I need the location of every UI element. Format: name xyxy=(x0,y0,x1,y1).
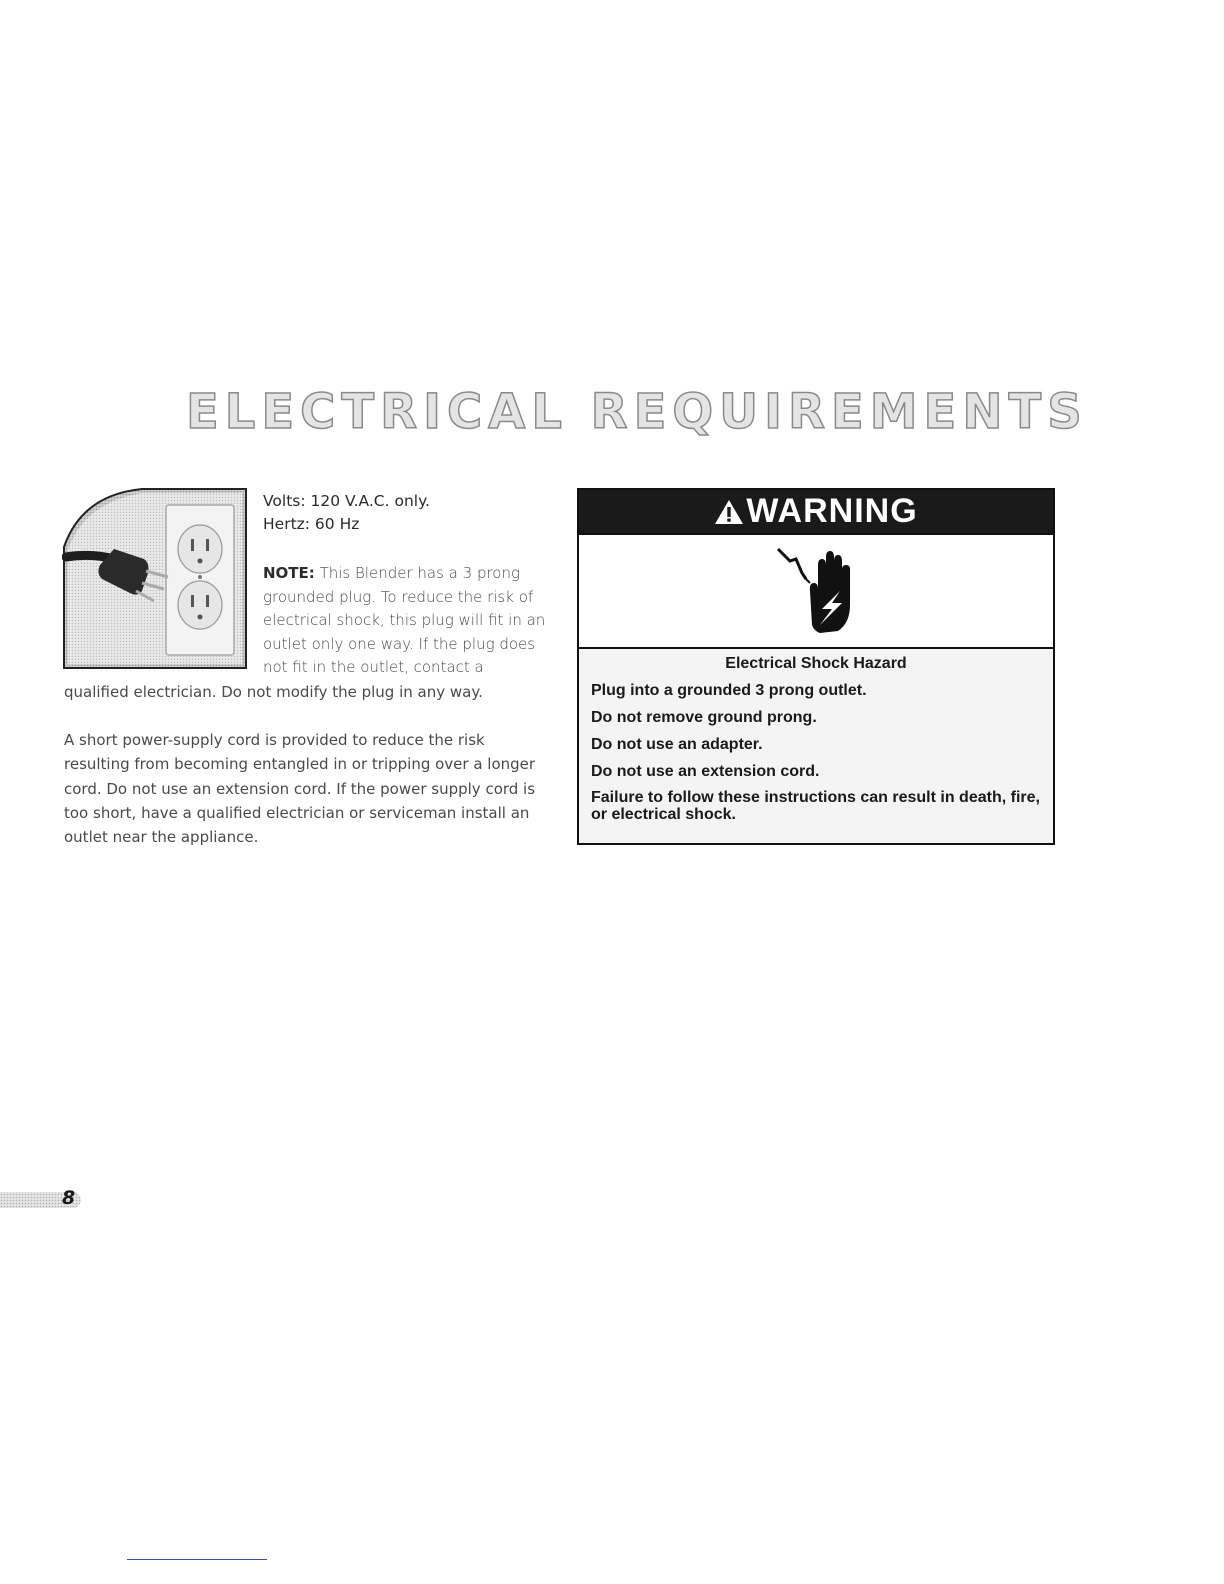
footer-rule xyxy=(127,1559,267,1560)
note-paragraph xyxy=(263,562,553,680)
warning-line: Plug into a grounded 3 prong outlet. xyxy=(591,682,867,699)
note-continued: qualified electrician. Do not modify the plug in any way. xyxy=(64,683,483,701)
page-number: 8 xyxy=(62,1187,76,1209)
cord-paragraph: A short power-supply cord is provided to reduce the risk resulting from becoming entangled in or tripping over a longer cord. Do not use an extension cord. If the power supply cord is too short, have a qualified electrician or serviceman install an outlet near the appliance. xyxy=(64,731,536,847)
note-text: This Blender has a 3 prong grounded plug. To reduce the risk of electrical shock, this plug will fit in an outlet only one way. If the plug does not fit in the outlet, contact a xyxy=(263,564,546,677)
warning-line: Do not use an adapter. xyxy=(591,736,763,753)
page-title: ELECTRICAL REQUIREMENTS xyxy=(186,384,1088,440)
note-label: NOTE: xyxy=(263,564,315,582)
shock-icon-area xyxy=(579,535,1053,649)
volts-spec: Volts: 120 V.A.C. only. xyxy=(263,492,430,510)
plug-outlet-photo xyxy=(62,487,248,670)
warning-line: Do not remove ground prong. xyxy=(591,709,817,726)
warning-box xyxy=(577,488,1055,845)
warning-line: Do not use an extension cord. xyxy=(591,763,820,780)
warning-consequence: Failure to follow these instructions can result in death, fire, or electrical shock. xyxy=(591,789,1040,823)
warning-header xyxy=(579,490,1053,535)
electric-shock-hand-icon xyxy=(776,543,856,640)
hazard-title: Electrical Shock Hazard xyxy=(725,655,907,672)
hertz-spec: Hertz: 60 Hz xyxy=(263,515,360,533)
warning-header-text: WARNING xyxy=(746,492,918,530)
warning-triangle-icon xyxy=(714,498,744,526)
